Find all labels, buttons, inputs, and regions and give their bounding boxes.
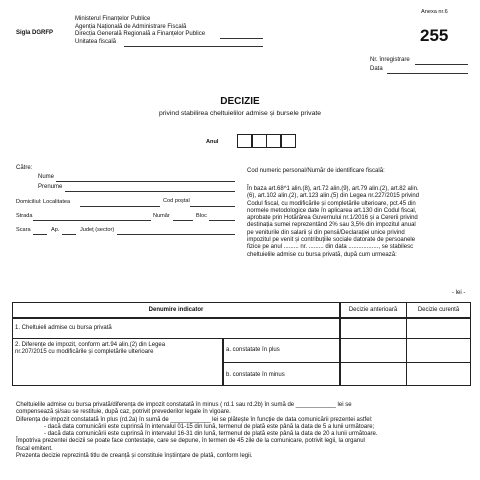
bloc-line[interactable] — [209, 220, 235, 221]
bloc-label: Bloc — [196, 213, 207, 219]
year-digit-box-2[interactable] — [252, 134, 267, 148]
anul-label: Anul — [206, 139, 219, 145]
paragraph-line: Codul fiscal, cu modificările și completările ulterioare, pct.45 din — [247, 200, 416, 207]
paragraph-line: (6), art.102 alin.(2), art.123 alin.(5) din Legea nr.227/2015 privind — [247, 193, 420, 200]
catre-label: Către: — [16, 165, 33, 171]
row1-anterioara-input[interactable] — [340, 318, 407, 339]
year-digit-box-1[interactable] — [237, 134, 252, 148]
prenume-label: Prenume — [38, 183, 63, 190]
scara-line[interactable] — [33, 234, 47, 235]
footer-line: Împotriva prezentei decizii se poate face contestație, care se depune, în termen de 45 zile de la comunicare, potrivit legii, la organul — [16, 438, 365, 445]
paragraph-line: cheltuielile admise cu bursa privată, după cum urmează: — [247, 251, 397, 258]
footer-line: - dacă data comunicării este cuprinsă în intervalul 16-31 din lună, termenul de plată este până la data de 20 a lunii următoare. — [44, 431, 378, 438]
domiciliul-label: Domiciliul: Localitatea — [16, 199, 71, 205]
data-line[interactable] — [387, 73, 468, 74]
sigla-dgrfp: Sigla DGRFP — [16, 30, 54, 36]
judet-label: Județ (sector) — [80, 227, 115, 233]
row1-curenta-input[interactable] — [406, 318, 471, 339]
header-line-ministry: Ministerul Finanțelor Publice — [75, 16, 151, 22]
row2b-label: b. constatate în minus — [226, 372, 285, 378]
unitatea-blank-line — [124, 46, 263, 47]
row2a-curenta-input[interactable] — [406, 338, 471, 363]
row1-label: 1. Cheltuieli admise cu bursa privată — [15, 325, 112, 331]
header-line-dgrfp: Direcția Generală Regională a Finanțelor Publice — [75, 31, 206, 37]
paragraph-line: aprobate prin Hotărârea Guvernului nr.1/2016 și a Cererii privind — [247, 215, 418, 222]
col-header-indicator: Denumire indicator — [148, 307, 204, 313]
paragraph-line: fizice pe anul ......... nr. ......... din data .................., se stabilesc — [247, 244, 414, 251]
ap-line[interactable] — [62, 234, 76, 235]
paragraph-line: pe veniturile din salarii și din pensii/Declarației unice privind — [247, 229, 405, 236]
year-digit-box-4[interactable] — [281, 134, 296, 148]
row2-label-line-1: 2. Diferențe de impozit, conform art.94 alin.(2) din Legea — [15, 342, 166, 348]
footer-text — [16, 402, 476, 460]
nume-line[interactable] — [56, 181, 235, 182]
cod-postal-line[interactable] — [190, 206, 235, 207]
anexa-label: Anexa nr.6 — [421, 9, 448, 15]
row2b-anterioara-input[interactable] — [340, 362, 407, 386]
paragraph-line: destinația sumei reprezentând 2% sau 3,5% din impozitul anual — [247, 222, 416, 229]
footer-line: Diferența de impozit constatată în plus (rd.2a) în sumă de ____________ lei se plătește în funcție de data comunicării prezentei astfel: — [16, 416, 373, 423]
nr-inregistrare-line[interactable] — [415, 64, 468, 65]
col-header-anterioara: Decizie anterioară — [348, 307, 398, 313]
footer-line: Cheltuielile admise cu bursa privată/diferența de impozit constatată în minus ( rd.1 sau rd.2b) în sumă de ____________ lei se — [16, 402, 352, 408]
paragraph-line: impozitul pe venit și contribuțiile sociale datorate de persoanele — [247, 237, 416, 244]
year-digit-box-3[interactable] — [266, 134, 281, 148]
strada-label: Strada — [16, 213, 33, 219]
numar-line[interactable] — [173, 220, 193, 221]
header-line-unitatea: Unitatea fiscală — [75, 38, 117, 45]
nr-inregistrare-label: Nr. înregistrare — [370, 57, 410, 63]
strada-line[interactable] — [33, 220, 151, 221]
prenume-line[interactable] — [65, 191, 235, 192]
localitatea-line[interactable] — [80, 206, 160, 207]
legal-basis-paragraph — [247, 186, 472, 259]
dgrfp-blank-line — [220, 38, 263, 39]
scara-label: Scara — [16, 227, 31, 233]
row2-label-line-2: nr.207/2015 cu modificările și completările ulterioare — [15, 349, 154, 355]
form-code: 255 — [420, 26, 449, 45]
footer-line: Prezenta decizie reprezintă titlu de creanță și constituie înștiințare de plată, conform legii. — [16, 453, 253, 460]
lei-unit-label: - lei - — [452, 290, 466, 296]
document-subtitle: privind stabilirea cheltuielilor admise și bursele private — [158, 110, 322, 117]
numar-label: Număr — [153, 213, 170, 219]
ap-label: Ap. — [51, 227, 60, 233]
footer-line: - dacă data comunicării este cuprinsă în intervalul 01-15 din lună, termenul de plată este până la data de 5 a lunii următoare; — [44, 423, 375, 430]
nume-label: Nume — [38, 174, 55, 180]
col-header-curenta: Decizie curentă — [417, 307, 460, 313]
header-line-anaf: Agenția Națională de Administrare Fiscală — [75, 23, 187, 30]
data-label: Data — [370, 66, 383, 72]
row2b-curenta-input[interactable] — [406, 362, 471, 386]
row2a-anterioara-input[interactable] — [340, 338, 407, 363]
cod-postal-label: Cod poștal — [163, 198, 190, 204]
cnp-label: Cod numeric personal/Număr de identificare fiscală: — [247, 168, 385, 174]
row2a-label: a. constatate în plus — [226, 347, 280, 353]
paragraph-line: În baza art.68^1 alin.(8), art.72 alin.(9), art.79 alin.(2), art.82 alin. — [247, 186, 419, 192]
paragraph-line: normele metodologice date în aplicarea art.130 din Codul fiscal, — [247, 207, 417, 214]
document-title: DECIZIE — [220, 96, 260, 107]
judet-line[interactable] — [117, 234, 235, 235]
footer-line: fiscal emitent. — [16, 445, 53, 452]
footer-line: compensează și/sau se restituie, după caz, potrivit prevederilor legale în vigoare. — [16, 409, 231, 416]
